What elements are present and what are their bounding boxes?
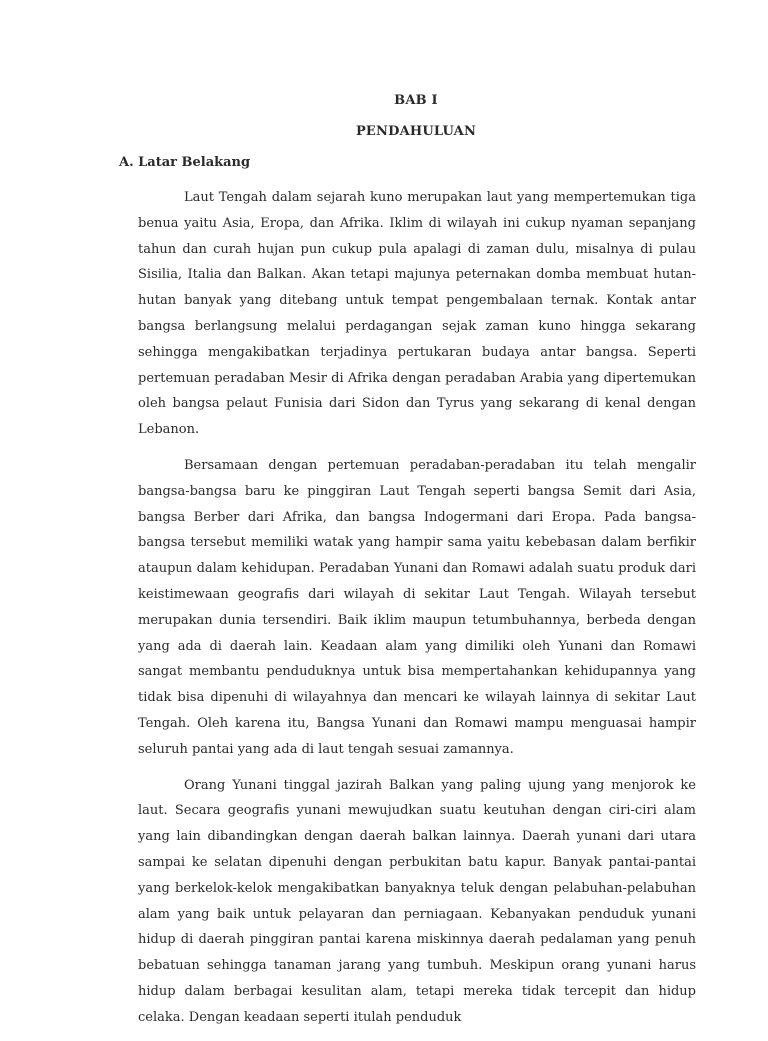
body-text	[138, 185, 696, 1041]
chapter-title: PENDAHULUAN	[355, 124, 477, 139]
paragraph-3: Orang Yunani tinggal jazirah Balkan yang paling ujung yang menjorok ke laut. Secara geografis yunani mewujudkan suatu keutuhan dengan ciri-ciri alam yang lain dibandingkan dengan daerah balkan lainnya. Daerah yunani dari utara sampai ke selatan dipenuhi dengan perbukitan batu kapur. Banyak pantai-pantai yang berkelok-kelok mengakibatkan banyaknya teluk dengan pelabuhan-pelabuhan alam yang baik untuk pelayaran dan perniagaan. Kebanyakan penduduk yunani hidup di daerah pinggiran pantai karena miskinnya daerah pedalaman yang penuh bebatuan sehingga tanaman jarang yang tumbuh. Meskipun orang yunani harus hidup dalam berbagai kesulitan alam, tetapi mereka tidak tercepit dan hidup celaka. Dengan keadaan seperti itulah penduduk	[138, 777, 696, 1025]
paragraph-1: Laut Tengah dalam sejarah kuno merupakan laut yang mempertemukan tiga benua yaitu Asia, Eropa, dan Afrika. Iklim di wilayah ini cukup nyaman sepanjang tahun dan curah hujan pun cukup pula apalagi di zaman dulu, misalnya di pulau Sisilia, Italia dan Balkan. Akan tetapi majunya peternakan domba membuat hutan-hutan banyak yang ditebang untuk tempat pengembalaan ternak. Kontak antar bangsa berlangsung melalui perdagangan sejak zaman kuno hingga sekarang sehingga mengakibatkan terjadinya pertukaran budaya antar bangsa. Seperti pertemuan peradaban Mesir di Afrika dengan peradaban Arabia yang dipertemukan oleh bangsa pelaut Funisia dari Sidon dan Tyrus yang sekarang di kenal dengan Lebanon.	[138, 190, 696, 438]
section-heading: A. Latar Belakang	[119, 155, 251, 170]
paragraph-2: Bersamaan dengan pertemuan peradaban-peradaban itu telah mengalir bangsa-bangsa baru ke pinggiran Laut Tengah seperti bangsa Semit dari Asia, bangsa Berber dari Afrika, dan bangsa Indogermani dari Eropa. Pada bangsa-bangsa tersebut memiliki watak yang hampir sama yaitu kebebasan dalam berfikir ataupun dalam kehidupan. Peradaban Yunani dan Romawi adalah suatu produk dari keistimewaan geografis dari wilayah di sekitar Laut Tengah. Wilayah tersebut merupakan dunia tersendiri. Baik iklim maupun tetumbuhannya, berbeda dengan yang ada di daerah lain. Keadaan alam yang dimiliki oleh Yunani dan Romawi sangat membantu penduduknya untuk bisa mempertahankan kehidupannya yang tidak bisa dipenuhi di wilayahnya dan mencari ke wilayah lainnya di sekitar Laut Tengah. Oleh karena itu, Bangsa Yunani dan Romawi mampu menguasai hampir seluruh pantai yang ada di laut tengah sesuai zamannya.	[138, 457, 696, 757]
chapter-number: BAB I	[394, 93, 438, 108]
